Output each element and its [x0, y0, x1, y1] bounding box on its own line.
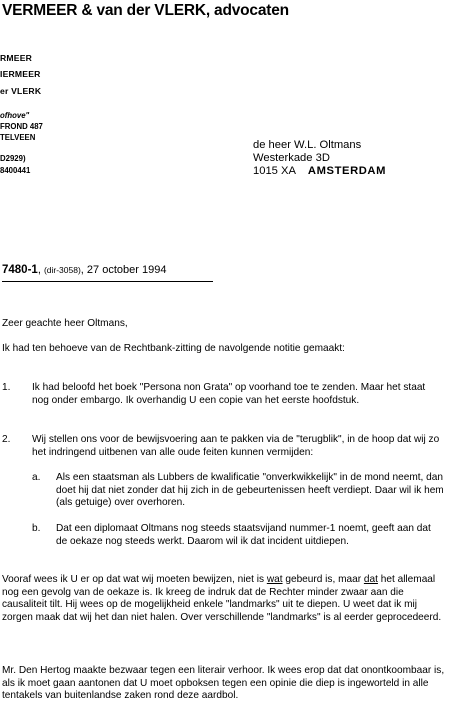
recipient-street: Westerkade 3D — [253, 152, 330, 164]
office-address-line-2: TELVEEN — [0, 133, 36, 142]
recipient-city: AMSTERDAM — [307, 165, 387, 177]
para3-underlined-wat: wat — [266, 574, 283, 585]
office-fax: 8400441 — [0, 166, 31, 175]
point-1-text: Ik had beloofd het boek "Persona non Grata" op voorhand toe te zenden. Maar het staat nog onder embargo. Ik overhandig U een copie van het eerste hoofdstuk. — [32, 382, 426, 406]
reference-number: 7480-1 — [2, 264, 38, 276]
point-2-number: 2. — [2, 434, 11, 445]
point-2-text: Wij stellen ons voor de bewijsvoering aan te pakken via de "terugblik", in de hoop dat wij zo het indringend uitbenen van alle oude feiten kunnen vermijden: — [32, 434, 440, 458]
partner-name-3: er VLERK — [0, 86, 42, 96]
para3-part-c: gebeurd is, maar — [282, 574, 364, 585]
salutation: Zeer geachte heer Oltmans, — [2, 318, 128, 329]
recipient-city-line — [253, 164, 386, 178]
reference-dossier: (dir-3058) — [43, 265, 81, 275]
reference-date: 27 october 1994 — [86, 264, 167, 276]
firm-name: VERMEER & van der VLERK, advocaten — [2, 2, 289, 19]
point-2b-text: Dat een diplomaat Oltmans nog steeds staatsvijand nummer-1 noemt, geeft aan dat de oekaze nog steeds werkt. Daarom wil ik dat incident uitdiepen. — [56, 523, 431, 547]
para3-underlined-dat: dat — [363, 574, 378, 585]
intro-paragraph: Ik had ten behoeve van de Rechtbank-zitting de navolgende notitie gemaakt: — [2, 343, 345, 354]
office-house-name: ofhove" — [0, 111, 30, 120]
point-2a-letter: a. — [32, 472, 41, 483]
point-2b-letter: b. — [32, 523, 41, 534]
reference-underline — [2, 281, 213, 282]
partner-name-2: IERMEER — [0, 69, 41, 79]
reference-line: 7480-1, (dir-3058), 27 october 1994 — [2, 264, 167, 276]
partner-name-1: RMEER — [0, 53, 33, 63]
para3-part-a: Vooraf wees ik U er op dat wat wij moeten bewijzen, niet is — [2, 574, 267, 585]
recipient-name: de heer W.L. Oltmans — [253, 139, 362, 151]
paragraph-objection: Mr. Den Hertog maakte bezwaar tegen een literair verhoor. Ik wees erop dat dat onontkoombaar is, als ik moet gaan aantonen dat U moet opboksen tegen een opinie die diep is ingeworteld in alle tentakels van buitenlandse zaken rond deze aardbol. — [2, 665, 445, 701]
point-1-number: 1. — [2, 382, 11, 393]
point-2a-text: Als een staatsman als Lubbers de kwalificatie "onverkwikkelijk" in de mond neemt, dan doet hij dat niet zonder dat hij zich in de gebeurtenissen heeft verdiept. Daar wil ik hem (als getuige) over overhoren. — [56, 472, 444, 508]
para3-part-e: het allemaal nog een gevolg van de oekaze is. Ik kreeg de indruk dat de Rechter minder zwaar aan die causaliteit tilt. Hij wees op de mogelijkheid enkele "landmarks" uit te diepen. U weet dat ik mij zorgen maak dat wij het dan niet halen. Over verschillende "landmarks" is al eerder geprocedeerd. — [2, 574, 442, 623]
paragraph-burden-of-proof — [2, 574, 448, 624]
office-address-line-1: FROND 487 — [0, 122, 43, 131]
recipient-postcode: 1015 XA — [253, 165, 296, 177]
office-phone: D2929) — [0, 154, 26, 163]
